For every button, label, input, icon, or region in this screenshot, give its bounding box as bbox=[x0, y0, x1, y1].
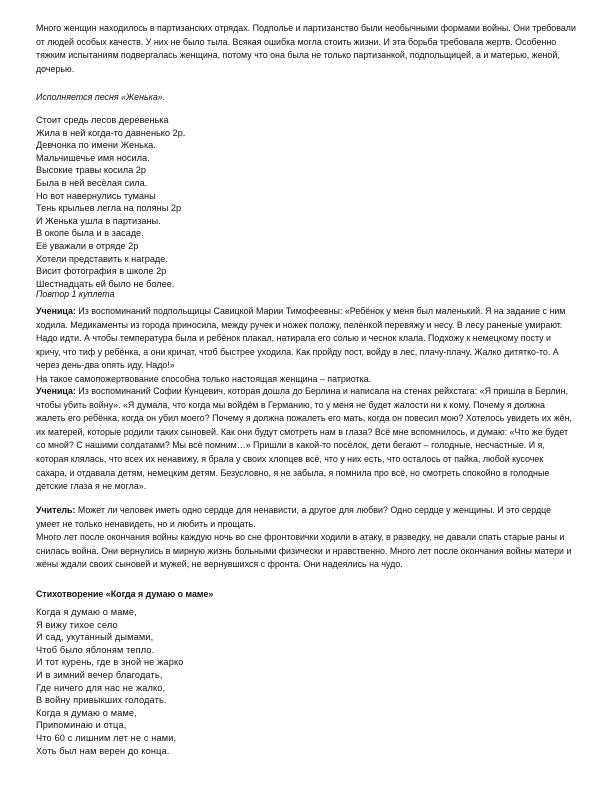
speaker-label: Ученица: bbox=[36, 386, 76, 396]
speaker-label: Ученица: bbox=[36, 306, 76, 316]
paragraph-tail: На такое самопожертвование способна только настоящая женщина – патриотка. bbox=[36, 373, 372, 384]
song-line: Шестнадцать ей было не более. bbox=[36, 278, 175, 289]
poem-line: Хоть был нам верен до конца. bbox=[36, 745, 170, 756]
song-line: Жила в ней когда-то давненько 2р. bbox=[36, 127, 186, 138]
poem-line: И сад, укутанный дымами, bbox=[36, 632, 154, 643]
song-line: Её уважали в отряде 2р bbox=[36, 240, 139, 251]
speaker-label: Учитель: bbox=[36, 505, 76, 515]
song-line: Стоит средь лесов деревенька bbox=[36, 115, 169, 125]
song-line: Но вот навернулись туманы bbox=[36, 190, 156, 201]
poem-lines bbox=[36, 606, 576, 757]
song-line: Тень крыльев легла на поляны 2р bbox=[36, 203, 182, 214]
song-line: Мальчишечье имя носила. bbox=[36, 152, 150, 163]
poem-line: Чтоб было яблоням тепло. bbox=[36, 644, 155, 655]
song-line: Хотели представить к награде. bbox=[36, 253, 168, 264]
song-lyrics bbox=[36, 114, 576, 290]
poem-line: Когда я думаю о маме, bbox=[36, 607, 137, 617]
paragraph-text: Из воспоминаний Софии Кунцевич, которая дошла до Берлина и написала на стенах рейхстага: «Я пришла в Берлин, чтобы убить войну». «Я думала, что когда мы войдём в Германию, то у меня не будет жалости ни к кому. Почему я должна жалеть его ребёнка, когда он убил моего? Почему я должна пожалеть его мать, когда он повесил мою? Хотелось увидеть их жён, их матерей, которые родили таких сыновей. Как они будут смотреть нам в глаза? Всё мне вспомнилось, и думаю: «Что же будет со мной? С нашими солдатами? Мы всё помним…» Пришли в какой-то посёлок, дети бегают – голодные, несчастные. И я, которая клялась, что всех их ненавижу, я брала у своих хлопцев всё, что у них есть, что осталось от пайка, любой кусочек сахара, и отдавала детям, немецким детям. Безусловно, я не забыла, я помнила про всё, но смотреть спокойно в голодные детские глаза я не могла». bbox=[36, 386, 572, 492]
poem-line: Я вижу тихое село bbox=[36, 619, 118, 630]
poem-line: Что 60 с лишним лет не с нами, bbox=[36, 732, 177, 743]
intro-paragraph: Много женщин находилось в партизанских отрядах. Подполье и партизанство были необычными формами войны. Они требовали от людей особых качеств. У них не было тыла. Всякая ошибка могла стоить жизни. И эта борьба требовала жертв. Особенно тяжким испытаниям подвергалась женщина, потому что она была не только партизанкой, подпольщицей, а и матерью, женой, дочерью. bbox=[36, 23, 576, 74]
song-line: В окопе была и в засаде. bbox=[36, 228, 144, 239]
paragraph-text: Из воспоминаний подпольщицы Савицкой Марии Тимофеевны: «Ребёнок у меня был маленький. Я на задание с ним ходила. Медикаменты из города приносила, между ручек и ножек положу, пелёнкой перевяжу и несу. В лесу раненые умирают. Надо идти. А чтобы температура была и ребёнок плакал, натирала его солью и чеснок клала. Подхожу к немецкому посту и кричу, что тиф у ребёнка, а они кричат, чтоб быстрее уходила. Как пройду пост, войду в лес, плачу-плачу. Жалко дитятко-то. А через день-два опять иду. Надо!» bbox=[36, 306, 566, 371]
teacher-paragraph bbox=[36, 504, 576, 572]
student-memory-savitskaya bbox=[36, 305, 576, 387]
poem-line: Припоминаю и отца, bbox=[36, 720, 127, 731]
song-line: И Женька ушла в партизаны. bbox=[36, 215, 161, 226]
song-line: Висит фотография в школе 2р bbox=[36, 266, 167, 277]
song-note: Исполняется песня «Женька». bbox=[36, 92, 166, 102]
song-repeat-note: Повтор 1 куплета bbox=[36, 289, 115, 299]
paragraph-text: Может ли человек иметь одно сердце для ненависти, а другое для любви? Одно сердце у женщины. И это сердце умеет не только ненавидеть, но и любить и прощать. bbox=[36, 505, 552, 529]
student-memory-kuntsevich bbox=[36, 385, 576, 494]
poem-line: И в зимний вечер благодать, bbox=[36, 669, 163, 680]
song-line: Высокие травы косила 2р bbox=[36, 165, 147, 176]
poem-title: Стихотворение «Когда я думаю о маме» bbox=[36, 589, 214, 599]
poem-line: В войну привыкших голодать. bbox=[36, 695, 167, 706]
poem-line: Где ничего для нас не жалко, bbox=[36, 682, 166, 693]
paragraph-text-2: Много лет после окончания войны каждую ночь во сне фронтовички ходили в атаку, в разведку, не давали спать старые раны и снилась война. Они вернулись в мирную жизнь больными физически и нравственно. Много лет после окончания войны матери и жёны ждали своих сыновей и мужей, не вернувшихся с фронта. Они надеялись на чудо. bbox=[36, 532, 572, 570]
poem-line: Когда я думаю о маме, bbox=[36, 707, 137, 718]
song-line: Была в ней весёлая сила. bbox=[36, 177, 148, 188]
song-line: Девчонка по имени Женька. bbox=[36, 140, 156, 151]
poem-line: И тот курень, где в зной не жарко bbox=[36, 657, 184, 668]
